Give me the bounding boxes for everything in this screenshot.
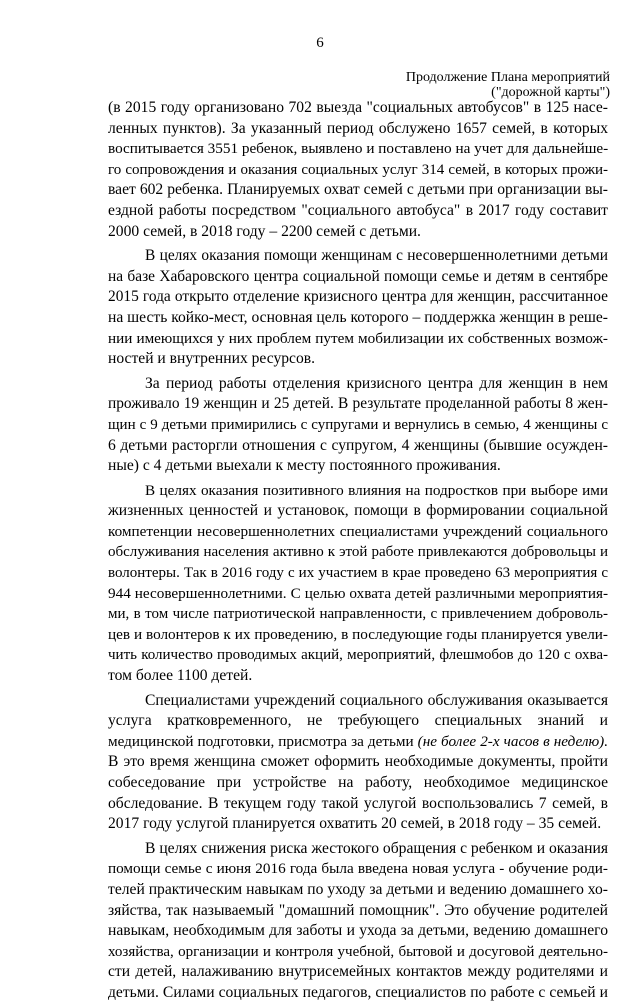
- text-line: нии имеющихся у них проблем путем мобилизации их собственных возмож-: [108, 329, 608, 347]
- text-line: услуга кратковременного, не требующего специальных знаний и: [108, 712, 608, 730]
- text-line: хозяйства, организации и контроля учебной, бытовой и досуговой деятельно-: [108, 943, 608, 960]
- text-line: Специалистами учреждений социального обслуживания оказывается: [145, 691, 608, 709]
- text-line: компетенции несовершеннолетних специалистами учреждений социального: [108, 522, 608, 540]
- text-line: В это время женщина сможет оформить необходимые документы, пройти: [108, 753, 608, 771]
- text-line: том более 1100 детей.: [108, 667, 253, 685]
- text-line: ностей и внутренних ресурсов.: [108, 350, 316, 368]
- text-line: 2015 года открыто отделение кризисного центра для женщин, рассчитанное: [108, 288, 608, 306]
- text-line: щин с 9 детьми примирились с супругами и вернулись в семью, 4 женщины с: [108, 416, 608, 433]
- text-line: собеседование при устройстве на работу, необходимое медицинское: [108, 774, 608, 791]
- text-line-with-italic: [108, 732, 608, 753]
- continuation-header-line1: Продолжение Плана мероприятий: [405, 70, 610, 85]
- text-line: цев и волонтеров к их проведению, в последующие годы планируется увели-: [108, 625, 608, 643]
- text-line: 2000 семей, в 2018 году – 2200 семей с детьми.: [108, 222, 421, 240]
- document-body: [108, 98, 608, 1004]
- text-line: сти детей, налаживанию внутрисемейных контактов между родителями и: [108, 963, 608, 981]
- text-line: За период работы отделения кризисного центра для женщин в нем: [145, 374, 608, 392]
- text-line: вает 602 ребенка. Планируемых охват семей с детьми при организации вы-: [108, 181, 608, 199]
- text-line: на базе Хабаровского центра социальной помощи семье и детям в сентябре: [108, 267, 608, 285]
- paragraph: [108, 98, 608, 242]
- text-line: навыкам, необходимым для заботы и ухода за детьми, ведению домашнего: [108, 922, 608, 940]
- continuation-header: [406, 70, 610, 100]
- text-line: обследование. В текущем году такой услугой воспользовались 7 семей, в: [108, 794, 608, 812]
- text-line: проживало 19 женщин и 25 детей. В результате проделанной работы 8 жен-: [108, 395, 608, 413]
- text-line: В целях снижения риска жестокого обращения с ребенком и оказания: [145, 839, 608, 857]
- text-line: зяйства, так называемый "домашний помощник". Это обучение родителей: [108, 901, 608, 919]
- text-line: (в 2015 году организовано 702 выезда "социальных автобусов" в 125 насе-: [108, 99, 608, 116]
- text-line: воспитывается 3551 ребенок, выявлено и поставлено на учет для дальнейше-: [108, 140, 609, 158]
- text-line: ные) с 4 детьми выехали к месту постоянного проживания.: [108, 457, 501, 475]
- paragraph: [108, 481, 608, 687]
- text-line: 6 детьми расторгли отношения с супругом, 4 женщины (бывшие осужден-: [108, 436, 608, 454]
- paragraph: [108, 374, 608, 477]
- text-line: В целях оказания позитивного влияния на подростков при выборе ими: [145, 481, 608, 499]
- text-line: 944 несовершеннолетними. С целью охвата детей различными мероприятия-: [108, 584, 608, 602]
- paragraph: [108, 246, 608, 370]
- page-number: 6: [316, 35, 324, 51]
- text-line: детьми. Силами социальных педагогов, специалистов по работе с семьей и: [108, 983, 608, 1001]
- text-line: го сопровождения и оказания социальных услуг 314 семей, в которых прожи-: [108, 161, 608, 178]
- text-line: 2017 году услугой планируется охватить 20 семей, в 2018 году – 35 семей.: [108, 815, 602, 833]
- text-line: ленных пунктов). За указанный период обслужено 1657 семей, в которых: [108, 119, 608, 137]
- continuation-header-line2: ("дорожной карты"): [491, 85, 610, 100]
- text-line: ми, в том числе патриотической направленности, с привлечением доброволь-: [108, 606, 608, 623]
- text-line: жизненных ценностей и установок, помощи в формировании социальной: [108, 502, 608, 520]
- text-line: помощи семье с июня 2016 года была введена новая услуга - обучение роди-: [108, 860, 608, 878]
- text-segment: медицинской подготовки, присмотра за детьми: [108, 732, 414, 750]
- text-line: В целях оказания помощи женщинам с несовершеннолетними детьми: [145, 247, 608, 265]
- text-line: ездной работы посредством "социального автобуса" в 2017 году составит: [108, 201, 608, 219]
- paragraph: [108, 839, 608, 1004]
- text-line: телей практическим навыкам по уходу за детьми и ведению домашнего хо-: [108, 880, 608, 898]
- italic-note: (не более 2-х часов в неделю).: [417, 732, 609, 750]
- text-line: на шесть койко-мест, основная цель которого – поддержка женщин в реше-: [108, 308, 608, 326]
- text-line: чить количество проводимых акций, мероприятий, флешмобов до 120 с охва-: [108, 647, 608, 664]
- text-line: волонтеры. Так в 2016 году с их участием в крае проведено 63 мероприятия с: [108, 565, 608, 582]
- text-line: обслуживания населения активно к этой работе привлекаются добровольцы и: [108, 544, 608, 561]
- paragraph: [108, 691, 608, 835]
